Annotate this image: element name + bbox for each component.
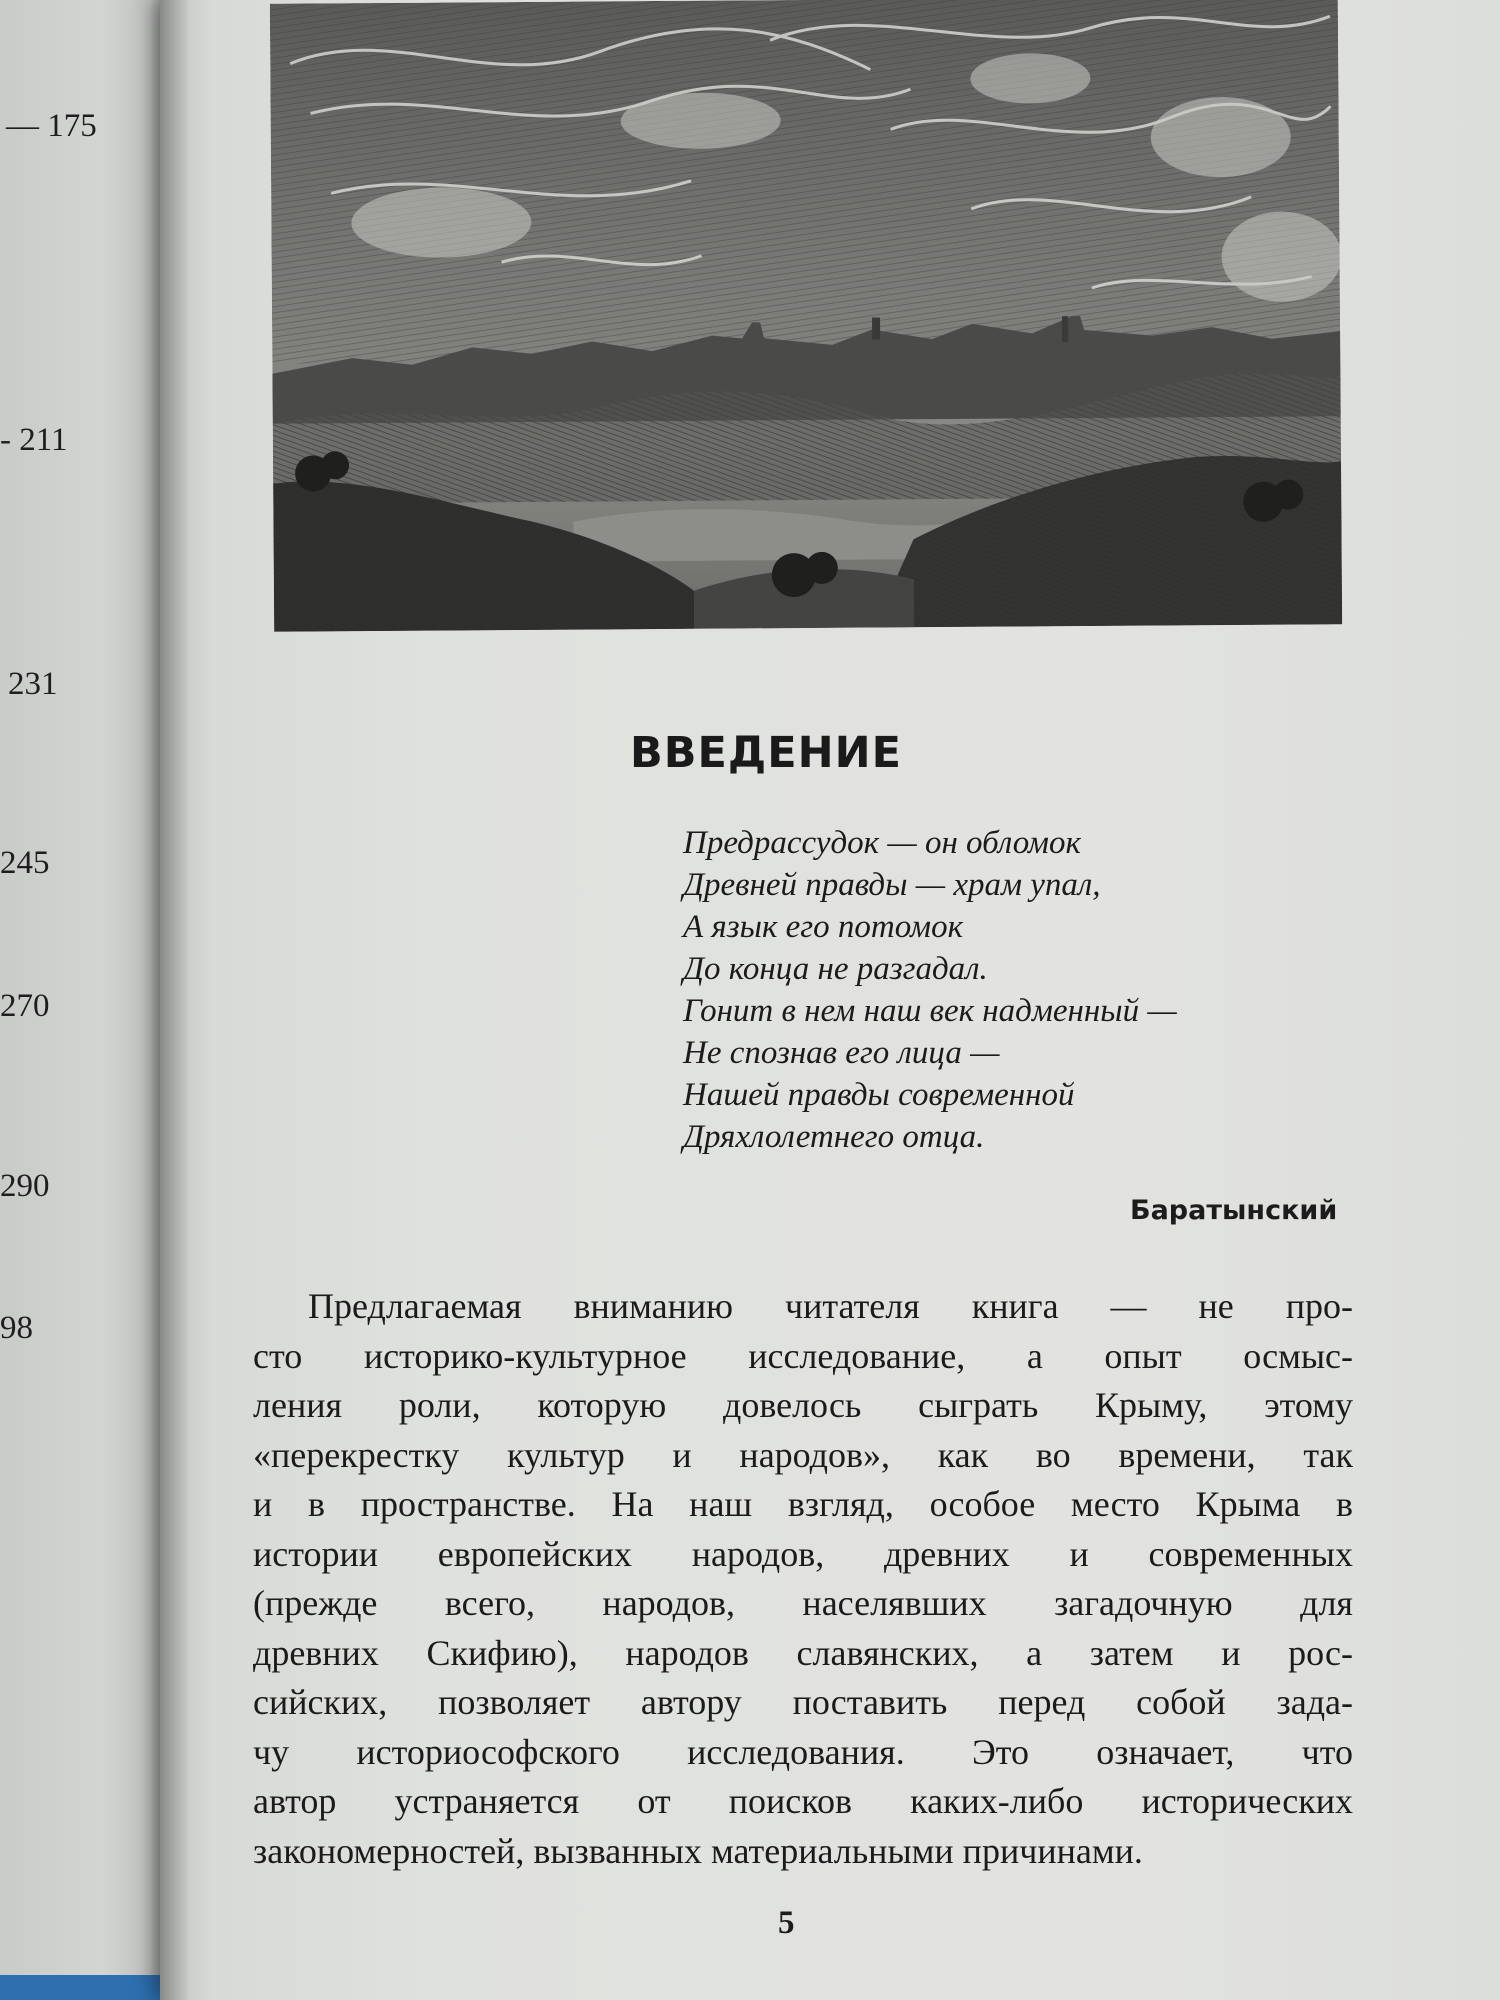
text-line: сто историко-культурное исследование, а опыт осмыс-: [253, 1335, 1353, 1376]
landscape-engraving-icon: [270, 0, 1342, 632]
poem-line: Гонит в нем наш век надменный —: [683, 993, 1177, 1029]
text-line: автор устраняется от поисков каких-либо исторических: [253, 1781, 1353, 1821]
toc-page-number: 270: [0, 988, 50, 1024]
text-line: «перекрестку культур и народов», как во времени, так: [253, 1434, 1353, 1475]
text-line: ления роли, которую довелось сыграть Крыму, этому: [253, 1385, 1353, 1425]
previous-page: [0, 0, 170, 2000]
poem-line: Дряхлолетнего отца.: [683, 1119, 985, 1155]
poem-line: А язык его потомок: [683, 909, 964, 945]
page-gutter-shadow: [160, 0, 190, 2000]
chapter-heading: ВВЕДЕНИЕ: [630, 728, 902, 778]
toc-page-number: - 211: [0, 422, 68, 458]
text-line: чу историософского исследования. Это означает, что: [253, 1731, 1353, 1772]
toc-page-number: — 175: [6, 108, 97, 144]
toc-page-number: 290: [0, 1168, 50, 1204]
page-number: 5: [778, 1905, 795, 1941]
poem-line: Предрассудок — он обломок: [683, 825, 1081, 861]
text-line: и в пространстве. На наш взгляд, особое место Крыма в: [253, 1484, 1353, 1524]
poem-line: Нашей правды современной: [683, 1077, 1075, 1113]
text-line: Предлагаемая вниманию читателя книга — не про-: [308, 1286, 1353, 1326]
text-line: древних Скифию), народов славянских, а затем и рос-: [253, 1632, 1353, 1673]
text-line: закономерностей, вызванных материальными причинами.: [253, 1830, 1143, 1871]
book-cover-edge: [0, 1975, 170, 2000]
body-paragraph: [253, 1282, 1353, 1876]
text-line: (прежде всего, народов, населявших загадочную для: [253, 1583, 1353, 1623]
toc-page-number: 245: [0, 845, 50, 881]
epigraph-poem: [683, 822, 1383, 1158]
poem-line: До конца не разгадал.: [683, 951, 988, 987]
text-line: сийских, позволяет автору поставить перед собой зада-: [253, 1682, 1353, 1722]
poem-line: Не спознав его лица —: [683, 1035, 1000, 1071]
toc-page-number: 98: [0, 1310, 33, 1346]
poem-line: Древней правды — храм упал,: [683, 867, 1101, 903]
epigraph-author: Баратынский: [1130, 1195, 1338, 1226]
text-line: истории европейских народов, древних и современных: [253, 1533, 1353, 1574]
toc-page-number: 231: [8, 666, 58, 702]
